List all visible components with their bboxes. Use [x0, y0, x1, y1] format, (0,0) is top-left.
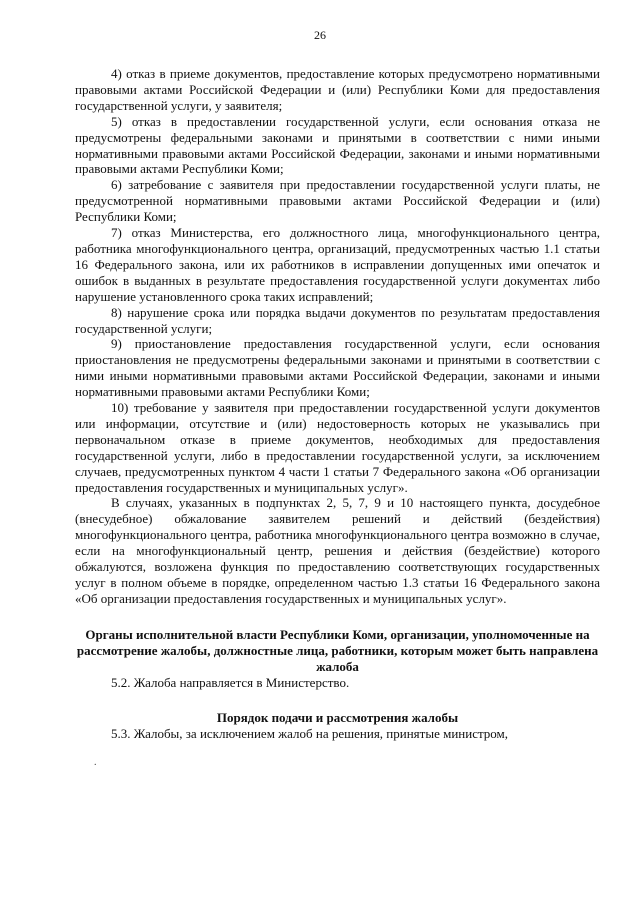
paragraph-item-9: 9) приостановление предоставления государственной услуги, если основания приостановления не предусмотрены федеральными законами и принятыми в соответствии с ними иными нормативными правовыми актами Российской Федерации, законами и иными нормативными правовыми актами Республики Коми; [75, 336, 600, 400]
body-text [75, 66, 600, 742]
paragraph-item-10: 10) требование у заявителя при предоставлении государственной услуги документов или информации, отсутствие и (или) недостоверность которых не указывались при первоначальном отказе в приеме документов, необходимых для предоставления государственной услуги, либо в предоставлении государственной услуги, за исключением случаев, предусмотренных пунктом 4 части 1 статьи 7 Федерального закона «Об организации предоставления государственных и муниципальных услуг». [75, 400, 600, 495]
paragraph-item-6: 6) затребование с заявителя при предоставлении государственной услуги платы, не предусмотренной нормативными правовыми актами Российской Федерации и (или) Республики Коми; [75, 177, 600, 225]
paragraph-item-4: 4) отказ в приеме документов, предоставление которых предусмотрено нормативными правовыми актами Российской Федерации и (или) Республики Коми для предоставления государственной услуги, у заявителя; [75, 66, 600, 113]
section-heading-authorities: Органы исполнительной власти Республики Коми, организации, уполномоченные на рассмотрение жалобы, должностные лица, работники, которым может быть направлена жалоба [76, 626, 599, 674]
paragraph-item-5: 5) отказ в предоставлении государственной услуги, если основания отказа не предусмотрены федеральными законами и принятыми в соответствии с ними иными нормативными правовыми актами Российской Федерации, законами и иными нормативными правовыми актами Республики Коми; [75, 113, 600, 177]
page-number: 26 [314, 28, 326, 42]
paragraph-item-8: 8) нарушение срока или порядка выдачи документов по результатам предоставления государственной услуги; [75, 304, 600, 336]
paragraph-5-3: 5.3. Жалобы, за исключением жалоб на решения, принятые министром, [111, 726, 509, 742]
paragraph-cases-note: В случаях, указанных в подпунктах 2, 5, 7, 9 и 10 настоящего пункта, досудебное (внесудебное) обжалование заявителем решений и действий (бездействия) многофункционального центра, работника многофункционального центра возможно в случае, если на многофункциональный центр, решения и действия (бездействие) которого обжалуются, возложена функция по предоставлению соответствующих государственных услуг в полном объеме в порядке, определенном частью 1.3 статьи 16 Федерального закона «Об организации предоставления государственных и муниципальных услуг». [75, 495, 600, 606]
stray-mark: . [94, 757, 97, 768]
paragraph-item-7: 7) отказ Министерства, его должностного лица, многофункционального центра, работника многофункционального центра, организаций, предусмотренных частью 1.1 статьи 16 Федерального закона, или их работников в исправлении допущенных ими опечаток и ошибок в выданных в результате предоставления государственной услуги документах либо нарушение установленного срока таких исправлений; [75, 225, 600, 304]
section-heading-procedure: Порядок подачи и рассмотрения жалобы [216, 710, 459, 726]
paragraph-5-2: 5.2. Жалоба направляется в Министерство. [111, 674, 350, 690]
